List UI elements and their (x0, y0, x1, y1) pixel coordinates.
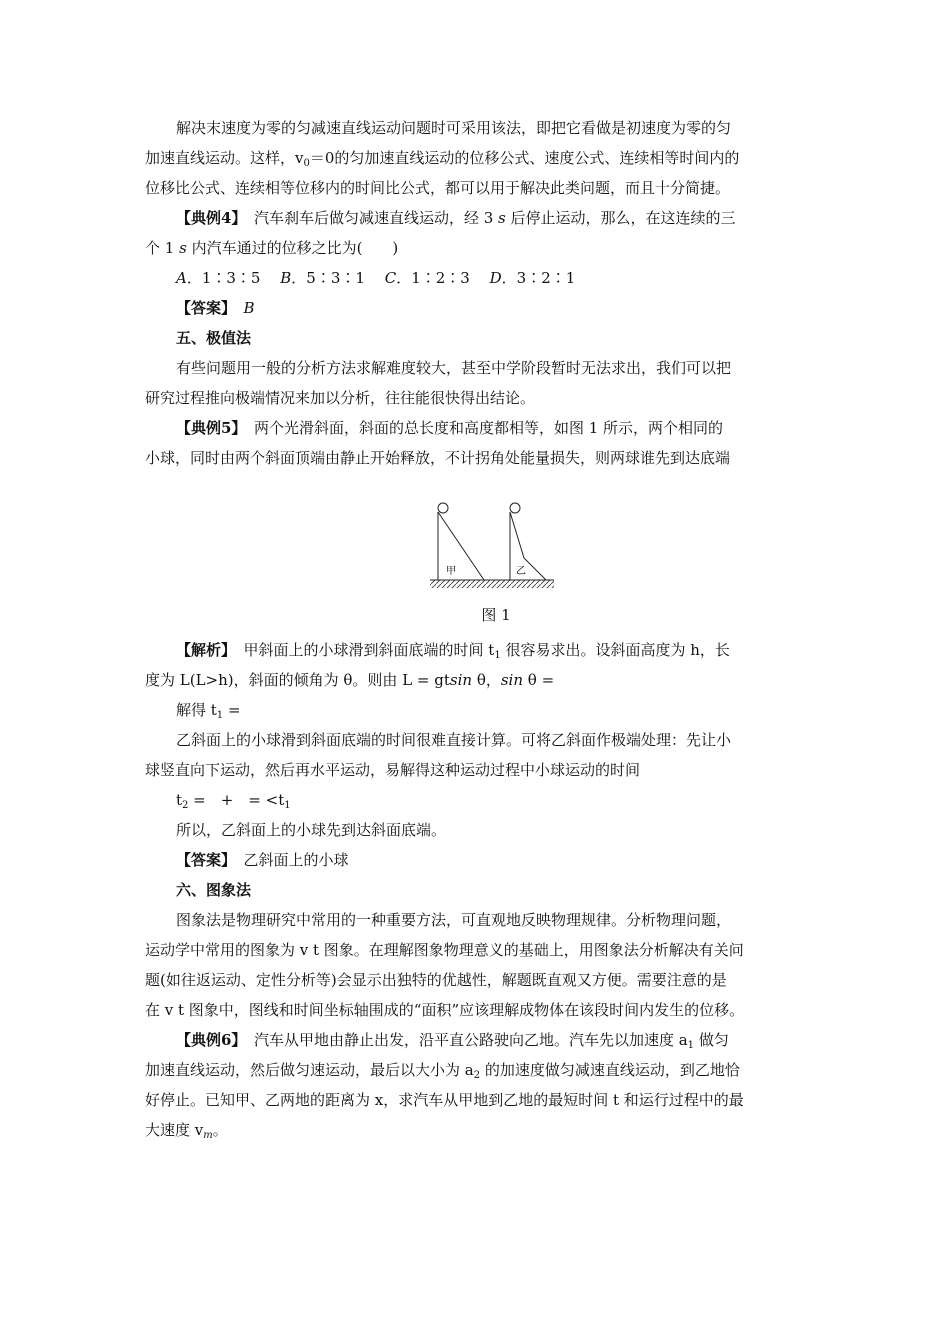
label-jia: 甲 (446, 566, 456, 577)
function-name: sin (500, 671, 524, 689)
section-heading: 五、极值法 (176, 329, 252, 347)
text: 运动学中常用的图象为 v t 图象。在理解图象物理意义的基础上，用图象法分析解决有关问 (145, 941, 744, 959)
answer-text: 乙斜面上的小球 (243, 851, 349, 869)
answer-line (176, 298, 255, 318)
section-heading: 六、图象法 (176, 881, 252, 899)
text: 有些问题用一般的分析方法求解难度较大，甚至中学阶段暂时无法求出，我们可以把 (176, 359, 732, 377)
example-tag: 【典例4】 (176, 209, 239, 227)
text: 加速直线运动。这样，v (145, 149, 304, 167)
answer-tag: 【答案】 (176, 299, 229, 317)
option-letter: D (489, 269, 502, 287)
text: ＝0的匀加速直线运动的位移公式、速度公式、连续相等时间内的 (309, 149, 740, 167)
text: 个 1 (145, 239, 180, 257)
option-text: ．1∶2∶3 (396, 269, 470, 287)
example-tag: 【典例5】 (176, 419, 239, 437)
answer-tag: 【答案】 (176, 851, 229, 869)
text: 球竖直向下运动，然后再水平运动，易解得这种运动过程中小球运动的时间 (145, 761, 641, 779)
answer-line (176, 850, 349, 870)
text: 研究过程推向极端情况来加以分析，往往能很快得出结论。 (145, 389, 536, 407)
subscript: 1 (284, 800, 291, 811)
paragraph-line (145, 388, 535, 408)
example-tag: 【典例6】 (176, 1031, 239, 1049)
text: t (176, 791, 183, 809)
paragraph-line (145, 940, 744, 960)
text: 解得 t (176, 701, 217, 719)
ground-hatching (430, 580, 554, 588)
text: θ， (472, 671, 501, 689)
text: 做匀 (694, 1031, 729, 1049)
unit: s (498, 209, 506, 227)
text: 后停止运动，那么，在这连续的三 (505, 209, 736, 227)
option-text: ．5∶3∶1 (291, 269, 365, 287)
paragraph-line (176, 358, 731, 378)
text: 内汽车通过的位移之比为( ) (186, 239, 399, 257)
text: 汽车刹车后做匀减速直线运动，经 3 (253, 209, 499, 227)
slope-left-incline (438, 512, 484, 580)
answer-text: B (243, 299, 255, 317)
paragraph-line (145, 970, 727, 990)
text: = (223, 701, 241, 719)
text: 题(如往返运动、定性分析等)会显示出独特的优越性，解题既直观又方便。需要注意的是 (145, 971, 727, 989)
text: 小球，同时由两个斜面顶端由静止开始释放，不计拐角处能量损失，则两球谁先到达底端 (145, 449, 731, 467)
paragraph-line (145, 148, 739, 168)
answer-options (176, 268, 575, 288)
subscript: 1 (687, 1040, 695, 1051)
example-4-line (176, 208, 736, 228)
inclined-planes-figure (426, 494, 556, 594)
solution-tag: 【解析】 (176, 641, 229, 659)
paragraph-line (145, 178, 730, 198)
text: 好停止。已知甲、乙两地的距离为 x，求汽车从甲地到乙地的最短时间 t 和运行过程中的最 (145, 1091, 744, 1109)
option-text: ．3∶2∶1 (501, 269, 576, 287)
solution-line (145, 760, 640, 780)
solution-line (176, 820, 446, 840)
text: = + = <t (188, 791, 285, 809)
example-5-line (176, 418, 723, 438)
paragraph-line (145, 1000, 744, 1020)
text: θ = (523, 671, 555, 689)
text: 所以，乙斜面上的小球先到达斜面底端。 (176, 821, 447, 839)
example-4-line (145, 238, 398, 258)
example-6-line (145, 1060, 740, 1080)
example-6-line (145, 1090, 744, 1110)
subscript: 2 (473, 1070, 481, 1081)
text: 甲斜面上的小球滑到斜面底端的时间 t (243, 641, 495, 659)
example-6-line (176, 1030, 729, 1050)
option-letter: A (176, 269, 187, 287)
solution-line (176, 700, 241, 720)
solution-line (145, 670, 554, 690)
unit: s (179, 239, 187, 257)
ball-right (510, 503, 520, 513)
subscript: 1 (494, 650, 501, 661)
text: 大速度 v (145, 1121, 204, 1139)
text: 。 (212, 1121, 228, 1139)
subscript: 1 (216, 710, 224, 721)
text: 很容易求出。设斜面高度为 h，长 (500, 641, 730, 659)
paragraph-line (176, 118, 731, 138)
function-name: sin (449, 671, 473, 689)
text: 加速直线运动，然后做匀速运动，最后以大小为 a (145, 1061, 474, 1079)
text: 在 v t 图象中，图线和时间坐标轴围成的“面积”应该理解成物体在该段时间内发生的位移。 (145, 1001, 745, 1019)
option-text: ．1∶3∶5 (186, 269, 261, 287)
text: 两个光滑斜面，斜面的总长度和高度都相等，如图 1 所示，两个相同的 (253, 419, 724, 437)
text: 度为 L(L>h)，斜面的倾角为 θ。则由 L = gt (145, 671, 450, 689)
text: 解决末速度为零的匀减速直线运动问题时可采用该法，即把它看做是初速度为零的匀 (176, 119, 732, 137)
example-5-line (145, 448, 730, 468)
text: 位移比公式、连续相等位移内的时间比公式，都可以用于解决此类问题，而且十分简捷。 (145, 179, 731, 197)
text: 乙斜面上的小球滑到斜面底端的时间很难直接计算。可将乙斜面作极端处理：先让小 (176, 731, 732, 749)
subscript: 2 (182, 800, 189, 811)
label-yi: 乙 (516, 566, 526, 577)
subscript: m (203, 1130, 213, 1141)
text: 图象法是物理研究中常用的一种重要方法，可直观地反映物理规律。分析物理问题， (176, 911, 732, 929)
subscript: 0 (303, 158, 310, 169)
text: 的加速度做匀减速直线运动，到乙地恰 (480, 1061, 740, 1079)
example-6-line (145, 1120, 228, 1140)
option-letter: C (384, 269, 397, 287)
option-letter: B (280, 269, 292, 287)
solution-line (176, 790, 291, 810)
paragraph-line (176, 910, 731, 930)
solution-line (176, 730, 731, 750)
figure-caption: 图 1 (481, 606, 511, 624)
text: 汽车从甲地由静止出发，沿平直公路驶向乙地。汽车先以加速度 a (253, 1031, 688, 1049)
solution-line (176, 640, 730, 660)
ball-left (438, 503, 448, 513)
